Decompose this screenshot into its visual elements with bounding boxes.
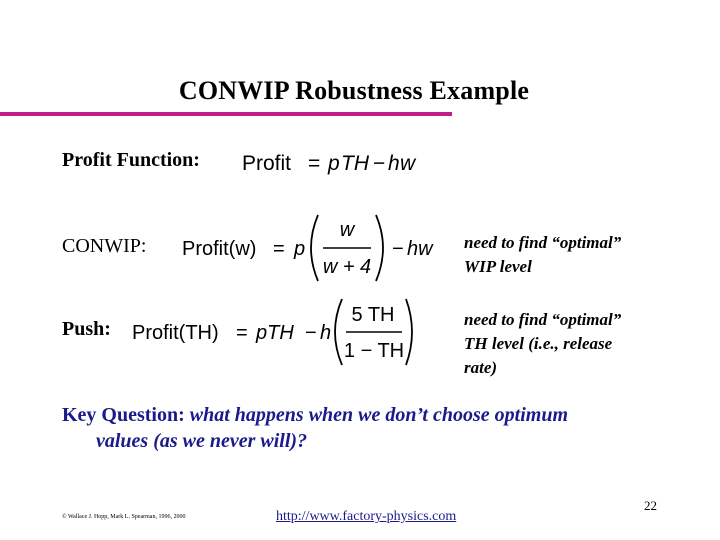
profit-function-formula — [240, 144, 430, 180]
push-note — [464, 308, 621, 380]
formula-w: w — [400, 152, 416, 175]
push-note-line-2: TH level (i.e., release — [464, 334, 613, 353]
conwip-note-line-2: WIP level — [464, 257, 532, 276]
push-note-line-1: need to find “optimal” — [464, 310, 622, 329]
key-question-prefix: Key Question: — [62, 404, 185, 426]
formula-p: p — [328, 152, 340, 175]
left-paren — [335, 299, 342, 365]
fraction-numerator: w — [339, 219, 355, 241]
conwip-note — [464, 231, 621, 279]
push-formula — [130, 294, 418, 370]
formula-eq: = — [308, 152, 321, 175]
formula-minus: − — [392, 238, 404, 260]
fraction-denominator: 1 − TH — [343, 340, 405, 362]
conwip-formula — [180, 210, 442, 286]
page-number: 22 — [644, 498, 657, 513]
left-paren — [311, 215, 318, 281]
right-paren — [376, 215, 383, 281]
formula-th: TH — [341, 152, 369, 175]
formula-eq: = — [236, 322, 248, 344]
push-label: Push: — [62, 318, 111, 340]
fraction-denominator: w + 4 — [322, 256, 372, 278]
copyright-text: © Wallace J. Hopp, Mark L. Spearman, 1996, 2000 — [62, 514, 186, 520]
formula-pth: pTH — [256, 322, 294, 344]
key-question-text-2: values (as we never will)? — [96, 430, 308, 452]
formula-minus: − — [305, 322, 317, 344]
formula-h: h — [388, 152, 400, 175]
profit-function-label: Profit Function: — [62, 149, 200, 171]
formula-lhs: Profit(TH) — [132, 322, 219, 344]
formula-hw: hw — [407, 238, 433, 260]
website-link[interactable]: http://www.factory-physics.com — [276, 509, 457, 524]
fraction-numerator: 5 TH — [351, 304, 395, 326]
formula-lhs: Profit — [242, 152, 292, 175]
formula-minus: − — [373, 152, 386, 175]
key-question-text-1: what happens when we don’t choose optimum — [189, 404, 568, 426]
key-question — [62, 402, 568, 454]
formula-h: h — [320, 322, 332, 344]
conwip-label: CONWIP: — [62, 235, 147, 257]
slide-title: CONWIP Robustness Example — [178, 76, 530, 105]
formula-lhs: Profit(w) — [182, 238, 257, 260]
formula-p: p — [294, 238, 306, 260]
right-paren — [406, 299, 412, 365]
push-note-line-3: rate) — [464, 358, 498, 377]
key-question-line-1 — [62, 402, 568, 428]
title-underline — [0, 112, 452, 116]
conwip-note-line-1: need to find “optimal” — [464, 233, 622, 252]
formula-eq: = — [273, 238, 285, 260]
